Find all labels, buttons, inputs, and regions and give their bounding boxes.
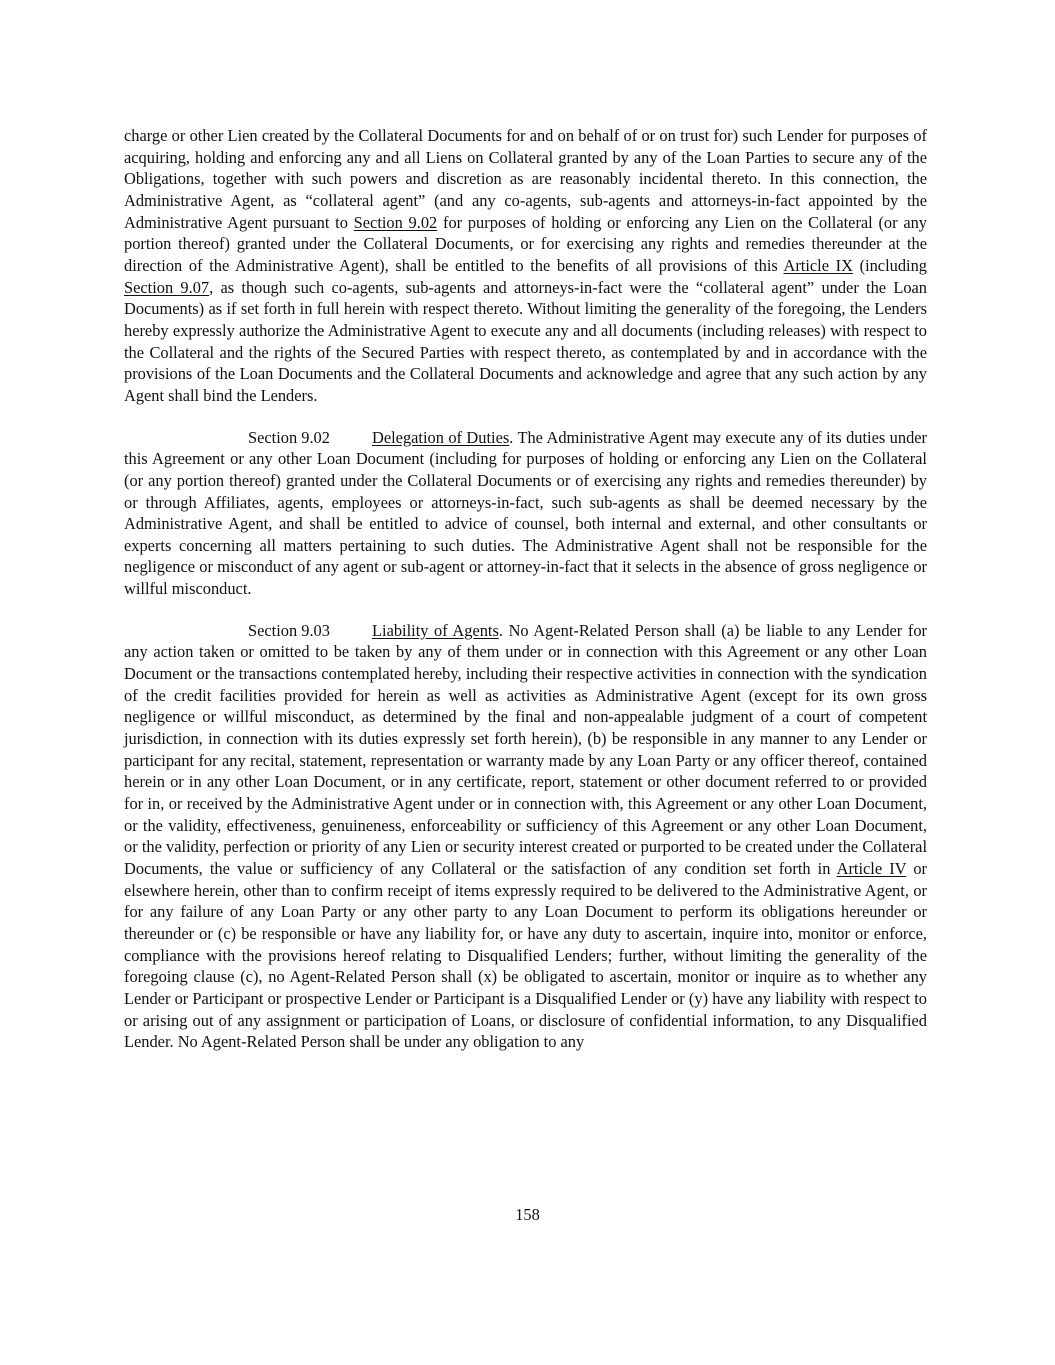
section-number: Section 9.02: [248, 427, 330, 447]
section-body: . No Agent-Related Person shall (a) be liable to any Lender for any action taken or omitted to be taken by any of them under or in connection with this Agreement or any other Loan Document or the transactions contemplated hereby, including their respective activities in connection with the syndication of the credit facilities provided for herein as well as activities as Administrative Agent (except for its own gross negligence or willful misconduct, as determined by the final and non-appealable judgment of a court of competent jurisdiction, in connection with its duties expressly set forth herein), (b) be responsible in any manner to any Lender or participant for any recital, statement, representation or warranty made by any Loan Party or any officer thereof, contained herein or in any other Loan Document, or in any certificate, report, statement or other document referred to or provided for in, or received by the Administrative Agent under or in connection with, this Agreement or any other Loan Document, or the validity, effectiveness, genuineness, enforceability or sufficiency of this Agreement or any other Loan Document, or the validity, perfection or priority of any Lien or security interest created or purported to be created under the Collateral Documents, the value or sufficiency of any Collateral or the satisfaction of any condition set forth in: [124, 620, 927, 878]
text-run: (including: [852, 255, 927, 275]
section-9-03-paragraph: [124, 620, 927, 1053]
section-9-02-paragraph: [124, 427, 927, 600]
document-body: [124, 125, 927, 1053]
section-heading: Delegation of Duties: [372, 427, 510, 447]
section-number: Section 9.03: [248, 620, 330, 640]
text-run: charge or other Lien created by the Collateral Documents for and on behalf of or on trust for) such Lender for purposes of acquiring, holding and enforcing any and all Liens on Collateral granted by any of the Loan Parties to secure any of the Obligations, together with such powers and discretion as are reasonably incidental thereto. In this connection, the Administrative Agent, as “collateral agent” (and any co-agents, sub-agents and attorneys-in-fact appointed by the Administrative Agent pursuant to: [124, 126, 927, 232]
cross-reference-article-iv: Article IV: [836, 859, 907, 878]
section-body-continued: or elsewhere herein, other than to confirm receipt of items expressly required to be delivered to the Administrative Agent, or for any failure of any Loan Party or any other party to any Loan Document to perform its obligations hereunder or thereunder or (c) be responsible or have any liability for, or have any duty to ascertain, inquire into, monitor or enforce, compliance with the provisions hereof relating to Disqualified Lenders; further, without limiting the generality of the foregoing clause (c), no Agent-Related Person shall (x) be obligated to ascertain, monitor or inquire as to whether any Lender or Participant or prospective Lender or Participant is a Disqualified Lender or (y) have any liability with respect to or arising out of any assignment or participation of Loans, or disclosure of confidential information, to any Disqualified Lender. No Agent-Related Person shall be under any obligation to any: [124, 859, 927, 1052]
section-heading: Liability of Agents: [372, 620, 499, 640]
cross-reference-section-9-07: Section 9.07: [124, 277, 210, 297]
text-run: for purposes of holding or enforcing any Lien on the Collateral (or any portion thereof) granted under the Collateral Documents, or for exercising any rights and remedies thereunder at the direction of the Administrative Agent), shall be entitled to the benefits of all provisions of this: [124, 212, 927, 275]
section-body: . The Administrative Agent may execute any of its duties under this Agreement or any other Loan Document (including for purposes of holding or enforcing any Lien on the Collateral (or any portion thereof) granted under the Collateral Documents or of exercising any rights and remedies thereunder) by or through Affiliates, agents, employees or attorneys-in-fact, such sub-agents as shall be deemed necessary by the Administrative Agent, and shall be entitled to advice of counsel, both internal and external, and other consultants or experts concerning all matters pertaining to such duties. The Administrative Agent shall not be responsible for the negligence or misconduct of any agent or sub-agent or attorney-in-fact that it selects in the absence of gross negligence or willful misconduct.: [124, 427, 927, 599]
paragraph-continuation: [124, 125, 927, 407]
cross-reference-section-9-02: Section 9.02: [353, 212, 438, 232]
cross-reference-article-ix: Article IX: [783, 255, 853, 275]
page-number: 158: [515, 1205, 540, 1224]
text-run: , as though such co-agents, sub-agents and attorneys-in-fact were the “collateral agent” under the Loan Documents) as if set forth in full herein with respect thereto. Without limiting the generality of the foregoing, the Lenders hereby expressly authorize the Administrative Agent to execute any and all documents (including releases) with respect to the Collateral and the rights of the Secured Parties with respect thereto, as contemplated by and in accordance with the provisions of the Loan Documents and the Collateral Documents and acknowledge and agree that any such action by any Agent shall bind the Lenders.: [124, 277, 927, 405]
